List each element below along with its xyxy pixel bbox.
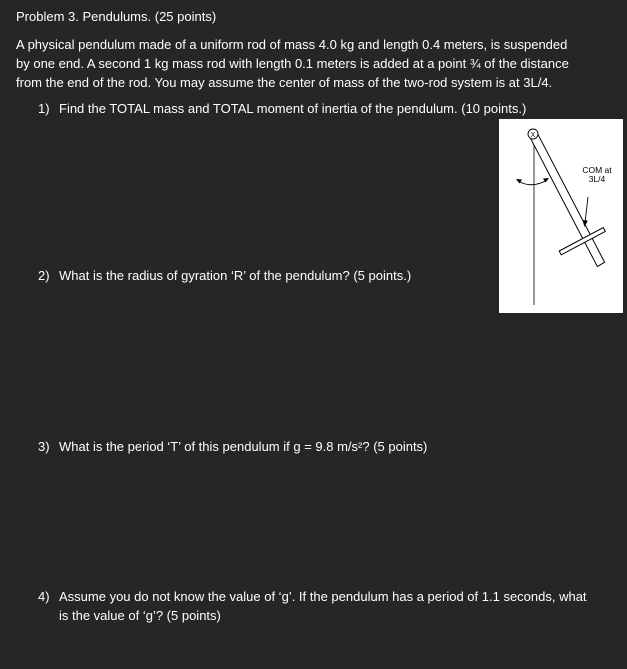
pendulum-diagram	[499, 119, 623, 313]
question-3	[38, 437, 427, 456]
com-label-line2: 3L/4	[588, 174, 606, 184]
question-number: 1)	[38, 101, 50, 116]
problem-title: Problem 3. Pendulums. (25 points)	[16, 9, 217, 24]
question-text: What is the radius of gyration ‘R’ of the pendulum? (5 points.)	[59, 268, 412, 283]
question-text: What is the period ‘T’ of this pendulum if g = 9.8 m/s²? (5 points)	[59, 439, 428, 454]
com-arrow-line	[585, 197, 588, 223]
question-2	[38, 266, 411, 285]
question-number: 4)	[38, 589, 50, 604]
question-4	[38, 587, 599, 625]
com-label-line1: COM at	[582, 165, 612, 175]
question-number: 2)	[38, 268, 50, 283]
problem-intro: A physical pendulum made of a uniform rod of mass 4.0 kg and length 0.4 meters, is suspended by one end. A second 1 kg mass rod with length 0.1 meters is added at a point ¾ of the distance from the end of the rod. You may assume the center of mass of the two-rod system is at 3L/4.	[16, 37, 569, 90]
question-number: 3)	[38, 439, 50, 454]
swing-arc	[518, 180, 547, 185]
pivot-label: X	[530, 132, 536, 139]
question-text: Assume you do not know the value of ‘g’. If the pendulum has a period of 1.1 seconds, what is the value of ‘g’? (5 points)	[59, 589, 587, 623]
pendulum-figure	[499, 119, 623, 313]
question-1	[38, 99, 526, 118]
question-text: Find the TOTAL mass and TOTAL moment of inertia of the pendulum. (10 points.)	[59, 101, 527, 116]
